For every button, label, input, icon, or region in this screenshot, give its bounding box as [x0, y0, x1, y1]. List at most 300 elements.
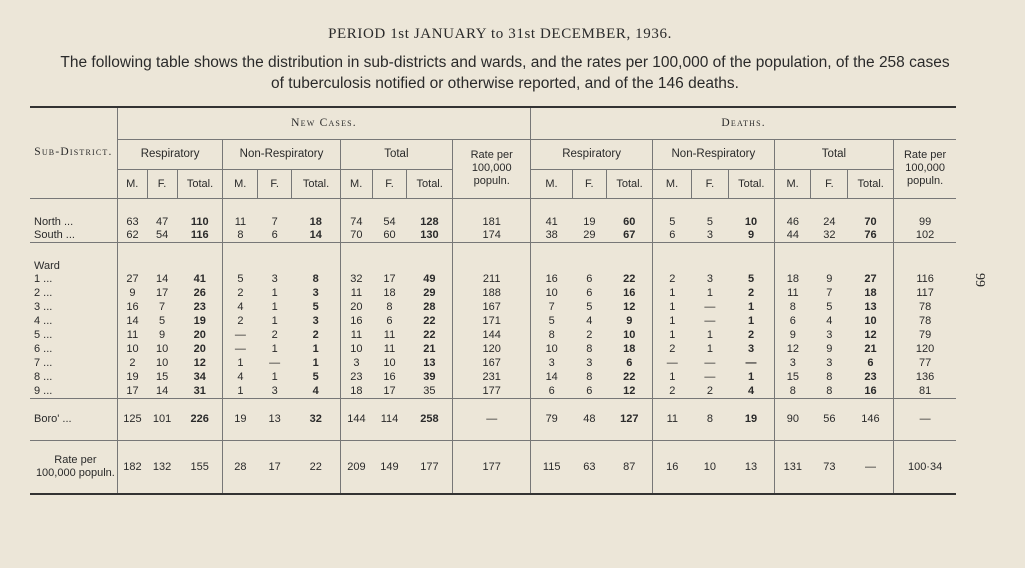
- table-cell: 15: [786, 371, 799, 383]
- table-cell: 17: [383, 273, 396, 285]
- table-cell: 49: [407, 272, 453, 286]
- table-cell: 18: [848, 286, 894, 300]
- table-cell: 7: [271, 216, 278, 228]
- table-row: [30, 370, 956, 384]
- table-cell: 22: [407, 314, 453, 328]
- table-cell: 10: [728, 198, 774, 228]
- table-cell: 1: [706, 343, 713, 355]
- table-row: [30, 440, 956, 494]
- table-cell: 2: [237, 287, 244, 299]
- table-cell: 11: [234, 216, 247, 228]
- header-total: Total.: [177, 169, 223, 198]
- table-cell: 16: [607, 286, 653, 300]
- table-cell: 60: [607, 198, 653, 228]
- table-cell: —: [234, 343, 246, 355]
- table-cell: 23: [350, 371, 363, 383]
- table-cell: 258: [407, 398, 453, 440]
- table-cell: —: [666, 357, 678, 369]
- table-cell: [728, 242, 774, 272]
- table-cell: 22: [407, 328, 453, 342]
- table-cell: 1: [728, 314, 774, 328]
- table-cell: 9: [826, 343, 833, 355]
- table-row: [30, 272, 956, 286]
- table-cell: [407, 242, 453, 272]
- table-cell: 2: [669, 343, 676, 355]
- table-cell: 2: [129, 357, 136, 369]
- table-cell: 13: [728, 440, 774, 494]
- table-cell: —: [234, 329, 246, 341]
- table-cell: [653, 242, 692, 272]
- table-cell: 16: [848, 384, 894, 398]
- table-cell: 62: [117, 228, 147, 242]
- table-cell: —: [453, 398, 531, 440]
- table-cell: 8: [586, 343, 593, 355]
- table-cell: 21: [407, 342, 453, 356]
- table-cell: [177, 242, 223, 272]
- table-cell: 6: [386, 315, 393, 327]
- row-label: Rate per 100,000 populn.: [30, 440, 117, 494]
- table-cell: [453, 242, 531, 272]
- table-cell: [848, 242, 894, 272]
- table-cell: 11: [653, 398, 692, 440]
- table-cell: 14: [155, 273, 169, 285]
- table-cell: 10: [545, 287, 558, 299]
- table-cell: 9: [728, 228, 774, 242]
- table-cell: 9: [159, 329, 166, 341]
- table-cell: 18: [340, 384, 372, 398]
- intro-text: The following table shows the distribution in sub-districts and wards, and the rates per 100,000 of the population, of the 258 cases of tuberculosis notified or otherwise reported, and of the 146 deaths.: [60, 54, 950, 92]
- table-cell: 8: [826, 371, 833, 383]
- table-cell: —: [704, 371, 716, 383]
- table-cell: 11: [126, 329, 139, 341]
- table-row: [30, 198, 956, 228]
- table-cell: 5: [586, 301, 593, 313]
- table-cell: —: [704, 357, 716, 369]
- table-cell: 1: [669, 287, 676, 299]
- table-cell: 56: [811, 398, 848, 440]
- table-cell: [257, 242, 291, 272]
- table-cell: 182: [117, 440, 147, 494]
- table-cell: 146: [848, 398, 894, 440]
- table-cell: 8: [692, 398, 729, 440]
- table-cell: 18: [292, 198, 340, 228]
- table-cell: 16: [350, 315, 363, 327]
- header-m: M.: [223, 169, 257, 198]
- table-cell: 116: [177, 228, 223, 242]
- table-cell: 8: [386, 301, 393, 313]
- table-cell: 3: [706, 273, 713, 285]
- table-cell: —: [728, 356, 774, 370]
- table-cell: 1: [292, 342, 340, 356]
- table-cell: 10: [155, 343, 169, 355]
- table-cell: 3: [789, 357, 796, 369]
- table-cell: [811, 242, 848, 272]
- header-m: M.: [117, 169, 147, 198]
- table-cell: 41: [545, 216, 558, 228]
- table-cell: 17: [372, 384, 406, 398]
- table-cell: 177: [453, 384, 531, 398]
- row-label: Boro' ...: [30, 398, 117, 440]
- table-cell: 4: [237, 371, 244, 383]
- table-cell: 63: [126, 216, 139, 228]
- header-total: Total.: [607, 169, 653, 198]
- table-cell: [147, 242, 177, 272]
- row-label: 4 ...: [30, 314, 117, 328]
- table-cell: 27: [848, 272, 894, 286]
- header-m: M.: [340, 169, 372, 198]
- table-cell: 10: [692, 440, 729, 494]
- table-cell: —: [269, 357, 281, 369]
- table-cell: 10: [155, 357, 169, 369]
- table-cell: 22: [607, 272, 653, 286]
- table-cell: 231: [453, 370, 531, 384]
- table-cell: 78: [918, 315, 932, 327]
- table-cell: 28: [407, 300, 453, 314]
- table-cell: 6: [586, 287, 593, 299]
- table-cell: 3: [292, 286, 340, 300]
- table-cell: 6: [572, 384, 606, 398]
- row-label: North ...: [30, 198, 117, 228]
- table-cell: 19: [583, 216, 596, 228]
- table-cell: 5: [706, 216, 713, 228]
- header-total: Total.: [848, 169, 894, 198]
- table-cell: 5: [292, 370, 340, 384]
- table-cell: 90: [774, 398, 811, 440]
- table-cell: 100·34: [894, 440, 956, 494]
- table-cell: 17: [257, 440, 291, 494]
- table-cell: 20: [177, 328, 223, 342]
- table-cell: [117, 242, 147, 272]
- table-cell: 16: [383, 371, 396, 383]
- table-cell: 79: [531, 398, 572, 440]
- table-cell: 3: [826, 329, 833, 341]
- table-cell: 70: [848, 198, 894, 228]
- row-label: 3 ...: [30, 300, 117, 314]
- table-cell: 54: [147, 228, 177, 242]
- table-cell: 6: [789, 315, 796, 327]
- table-cell: 6: [586, 273, 593, 285]
- table-cell: 32: [292, 398, 340, 440]
- header-m: M.: [531, 169, 572, 198]
- table-cell: 13: [407, 356, 453, 370]
- table-cell: 74: [350, 216, 363, 228]
- header-f: F.: [692, 169, 729, 198]
- table-cell: 23: [848, 370, 894, 384]
- header-deaths-rate: Rate per 100,000 populn.: [894, 139, 956, 198]
- table-cell: 181: [453, 198, 531, 228]
- table-cell: 70: [340, 228, 372, 242]
- row-label: Ward: [30, 242, 117, 272]
- table-cell: 12: [786, 343, 799, 355]
- table-cell: 12: [177, 356, 223, 370]
- table-cell: 4: [826, 315, 833, 327]
- table-cell: 4: [237, 301, 244, 313]
- table-cell: 32: [350, 273, 363, 285]
- table-row: [30, 228, 956, 242]
- table-cell: 48: [572, 398, 606, 440]
- table-cell: 10: [848, 314, 894, 328]
- table-cell: 9: [789, 329, 796, 341]
- table-cell: —: [848, 440, 894, 494]
- table-cell: 171: [453, 314, 531, 328]
- header-total: Total.: [292, 169, 340, 198]
- table-cell: 34: [177, 370, 223, 384]
- table-cell: 39: [407, 370, 453, 384]
- table-cell: 11: [787, 287, 799, 299]
- table-cell: 19: [728, 398, 774, 440]
- table-cell: 22: [292, 440, 340, 494]
- table-cell: 2: [271, 329, 278, 341]
- table-cell: 102: [894, 228, 956, 242]
- table-cell: 1: [271, 301, 278, 313]
- table-cell: 120: [915, 343, 935, 355]
- row-label: 2 ...: [30, 286, 117, 300]
- table-cell: [531, 242, 572, 272]
- table-cell: 2: [692, 384, 729, 398]
- table-cell: 188: [453, 286, 531, 300]
- table-cell: [894, 242, 956, 272]
- table-row: [30, 342, 956, 356]
- header-total: Total.: [407, 169, 453, 198]
- table-cell: 177: [407, 440, 453, 494]
- table-cell: 149: [372, 440, 406, 494]
- table-row: [30, 356, 956, 370]
- table-cell: 1: [706, 287, 713, 299]
- table-cell: 5: [826, 301, 833, 313]
- row-label: 8 ...: [30, 370, 117, 384]
- table-cell: 11: [350, 287, 363, 299]
- table-cell: 10: [545, 343, 558, 355]
- table-cell: 110: [177, 198, 223, 228]
- table-cell: 12: [848, 328, 894, 342]
- row-label: 6 ...: [30, 342, 117, 356]
- table-cell: 13: [848, 300, 894, 314]
- table-cell: 6: [607, 356, 653, 370]
- table-cell: 1: [223, 384, 257, 398]
- table-cell: [774, 242, 811, 272]
- header-new-resp: Respiratory: [117, 139, 223, 169]
- table-cell: 76: [848, 228, 894, 242]
- table-cell: 41: [177, 272, 223, 286]
- table-cell: 31: [177, 384, 223, 398]
- table-cell: 8: [292, 272, 340, 286]
- header-deaths-nonresp: Non-Respiratory: [653, 139, 775, 169]
- header-new-cases: New Cases.: [117, 107, 530, 139]
- header-sub-district: Sub-District.: [30, 107, 117, 198]
- table-cell: 54: [383, 216, 396, 228]
- table-cell: 6: [531, 384, 572, 398]
- table-cell: 5: [159, 315, 166, 327]
- table-row: [30, 328, 956, 342]
- table-cell: 132: [147, 440, 177, 494]
- table-row: [30, 398, 956, 440]
- table-cell: 2: [292, 328, 340, 342]
- table-cell: 99: [918, 216, 932, 228]
- table-cell: 20: [350, 301, 363, 313]
- table-cell: 1: [728, 300, 774, 314]
- header-deaths-resp: Respiratory: [531, 139, 653, 169]
- table-cell: 12: [607, 300, 653, 314]
- table-row: [30, 242, 956, 272]
- table-cell: 2: [669, 273, 676, 285]
- table-cell: —: [894, 398, 956, 440]
- table-cell: 1: [728, 370, 774, 384]
- table-cell: 9: [607, 314, 653, 328]
- table-cell: 29: [572, 228, 606, 242]
- table-cell: 101: [147, 398, 177, 440]
- table-cell: 67: [607, 228, 653, 242]
- table-cell: 3: [728, 342, 774, 356]
- table-cell: 174: [453, 228, 531, 242]
- table-cell: 1: [669, 301, 676, 313]
- table-cell: 2: [237, 315, 244, 327]
- table-cell: 2: [728, 328, 774, 342]
- table-cell: 9: [826, 273, 833, 285]
- table-cell: 7: [159, 301, 166, 313]
- table-cell: 87: [607, 440, 653, 494]
- table-cell: 23: [177, 300, 223, 314]
- table-cell: 14: [545, 371, 558, 383]
- table-cell: 125: [117, 398, 147, 440]
- table-cell: 22: [607, 370, 653, 384]
- table-cell: 27: [126, 273, 139, 285]
- table-cell: 226: [177, 398, 223, 440]
- table-cell: 77: [918, 357, 932, 369]
- table-cell: 1: [292, 356, 340, 370]
- page-title: PERIOD 1st JANUARY to 31st DECEMBER, 1936.: [328, 26, 672, 42]
- table-cell: 63: [572, 440, 606, 494]
- table-cell: 2: [728, 286, 774, 300]
- table-cell: 26: [177, 286, 223, 300]
- table-cell: 16: [653, 440, 692, 494]
- table-cell: [572, 242, 606, 272]
- table-cell: 4: [292, 384, 340, 398]
- table-cell: 10: [350, 343, 363, 355]
- table-cell: 3: [353, 357, 360, 369]
- header-new-nonresp: Non-Respiratory: [223, 139, 340, 169]
- table-cell: 1: [237, 357, 244, 369]
- table-cell: 79: [918, 329, 932, 341]
- table-row: [30, 314, 956, 328]
- table-cell: 177: [453, 440, 531, 494]
- table-cell: 17: [155, 287, 169, 299]
- table-cell: 117: [916, 287, 934, 299]
- table-cell: 46: [786, 216, 799, 228]
- table-cell: 18: [607, 342, 653, 356]
- header-f: F.: [147, 169, 177, 198]
- table-cell: [372, 242, 406, 272]
- header-deaths: Deaths.: [531, 107, 956, 139]
- table-cell: 7: [826, 287, 833, 299]
- table-cell: 12: [607, 384, 653, 398]
- table-cell: 128: [407, 198, 453, 228]
- table-cell: 8: [789, 301, 796, 313]
- table-cell: 1: [669, 329, 676, 341]
- table-cell: 47: [155, 216, 169, 228]
- table-cell: 20: [177, 342, 223, 356]
- header-f: F.: [811, 169, 848, 198]
- header-f: F.: [572, 169, 606, 198]
- row-label: 9 ...: [30, 384, 117, 398]
- table-cell: [223, 242, 257, 272]
- page-number: 99: [972, 273, 987, 287]
- table-cell: 8: [774, 384, 811, 398]
- table-cell: 5: [669, 216, 676, 228]
- table-cell: [340, 242, 372, 272]
- table-cell: 5: [548, 315, 555, 327]
- header-f: F.: [257, 169, 291, 198]
- table-cell: 127: [607, 398, 653, 440]
- table-cell: 16: [126, 301, 139, 313]
- table-cell: 114: [372, 398, 406, 440]
- table-cell: 211: [453, 272, 531, 286]
- table-cell: 3: [692, 228, 729, 242]
- table-cell: 60: [372, 228, 406, 242]
- table-cell: 11: [383, 329, 396, 341]
- table-cell: 1: [669, 315, 676, 327]
- table-cell: 3: [548, 357, 555, 369]
- table-cell: 18: [786, 273, 799, 285]
- row-label: 7 ...: [30, 356, 117, 370]
- table-cell: 116: [916, 273, 934, 285]
- table-cell: 155: [177, 440, 223, 494]
- table-cell: —: [704, 315, 716, 327]
- table-cell: 9: [129, 287, 136, 299]
- table-cell: 3: [826, 357, 833, 369]
- table-cell: 167: [453, 356, 531, 370]
- table-cell: —: [704, 301, 716, 313]
- table-cell: 115: [531, 440, 572, 494]
- table-cell: 10: [126, 343, 139, 355]
- table-cell: 14: [292, 228, 340, 242]
- table-row: [30, 300, 956, 314]
- table-cell: 144: [340, 398, 372, 440]
- table-cell: 6: [848, 356, 894, 370]
- header-total: Total.: [728, 169, 774, 198]
- table-cell: 2: [586, 329, 593, 341]
- table-cell: 29: [407, 286, 453, 300]
- table-cell: 44: [774, 228, 811, 242]
- table-cell: 19: [223, 398, 257, 440]
- table-cell: 209: [340, 440, 372, 494]
- table-cell: 10: [607, 328, 653, 342]
- table-cell: 1: [669, 371, 676, 383]
- table-cell: 131: [774, 440, 811, 494]
- table-cell: 1: [271, 343, 278, 355]
- table-cell: [292, 242, 340, 272]
- table-cell: 3: [586, 357, 593, 369]
- table-cell: 17: [117, 384, 147, 398]
- tuberculosis-table: [30, 106, 956, 495]
- table-cell: 136: [915, 371, 935, 383]
- table-row: [30, 286, 956, 300]
- table-row: [30, 384, 956, 398]
- table-cell: 3: [292, 314, 340, 328]
- table-cell: 14: [126, 315, 139, 327]
- table-cell: 1: [271, 315, 278, 327]
- table-cell: 8: [811, 384, 848, 398]
- table-cell: 28: [223, 440, 257, 494]
- table-cell: 5: [237, 273, 244, 285]
- table-cell: 73: [811, 440, 848, 494]
- table-cell: 1: [706, 329, 713, 341]
- table-cell: 32: [811, 228, 848, 242]
- header-m: M.: [653, 169, 692, 198]
- table-cell: 6: [653, 228, 692, 242]
- table-cell: 3: [257, 384, 291, 398]
- table-cell: 5: [728, 272, 774, 286]
- table-cell: 4: [728, 384, 774, 398]
